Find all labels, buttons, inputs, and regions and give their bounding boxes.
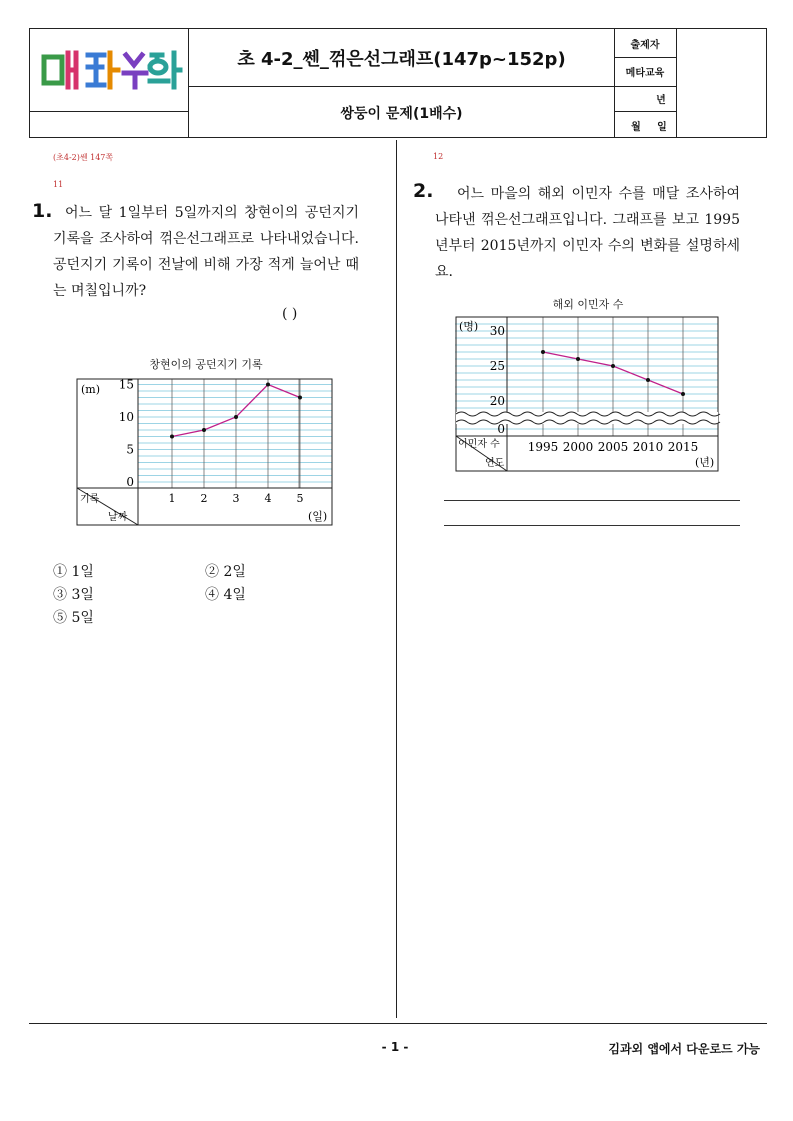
- q1-source: (초4-2)쎈 147쪽: [53, 153, 114, 162]
- chart2-ytick: 25: [489, 359, 505, 373]
- chart2-title: 해외 이민자 수: [552, 298, 624, 311]
- year-label: 년: [656, 95, 666, 106]
- chart2-corner-bottom: 연도: [485, 458, 505, 469]
- chart2-point: [646, 378, 650, 382]
- column-divider: [396, 140, 397, 1018]
- q2-answer-line-1[interactable]: [444, 500, 740, 501]
- q1-id: 11: [53, 180, 64, 189]
- q1-choice-4[interactable]: ④ 4일: [205, 587, 246, 603]
- q1-choice-3[interactable]: ③ 3일: [53, 587, 94, 603]
- q1-choice-1[interactable]: ① 1일: [53, 564, 94, 580]
- page-number: - 1 -: [381, 1040, 409, 1054]
- page-title: 초 4-2_쎈_꺾은선그래프(147p~152p): [237, 49, 566, 70]
- month-label: 월: [631, 121, 641, 133]
- page-subtitle: 쌍둥이 문제(1배수): [340, 106, 463, 122]
- chart2-point: [681, 392, 685, 396]
- chart2: [455, 316, 721, 474]
- chart1-corner-top: 기록: [80, 494, 100, 505]
- chart1-xtick: 5: [296, 492, 304, 505]
- chart1-point: [170, 435, 174, 439]
- chart2-ytick: 30: [489, 324, 505, 338]
- day-label: 일: [657, 121, 667, 133]
- chart2-xtick: 2000: [562, 440, 594, 454]
- chart1-point: [298, 396, 302, 400]
- chart1-point: [234, 415, 238, 419]
- chart1-xtick: 1: [168, 492, 176, 505]
- chart2-yunit: (명): [459, 320, 479, 333]
- author-value: 메타교육: [625, 68, 665, 79]
- q1-choice-5[interactable]: ⑤ 5일: [53, 610, 94, 626]
- chart1-ytick: 5: [126, 442, 134, 457]
- chart2-corner-top: 이민자 수: [458, 439, 500, 450]
- footer-note: 김과외 앱에서 다운로드 가능: [608, 1042, 760, 1056]
- chart1-ytick: 0: [126, 475, 134, 489]
- chart2-ytick: 20: [489, 394, 505, 408]
- chart1-xtick: 2: [200, 492, 208, 505]
- q1-choice-2[interactable]: ② 2일: [205, 564, 246, 580]
- chart2-xtick: 2015: [667, 440, 699, 454]
- q2-text: 어느 마을의 해외 이민자 수를 매달 조사하여 나타낸 꺾은선그래프입니다. 그래프를 보고 1995년부터 2015년까지 이민자 수의 변화를 설명하세요.: [435, 186, 740, 280]
- chart1-corner-bottom: 날짜: [108, 512, 128, 523]
- q1-number: 1.: [32, 200, 53, 222]
- q2-number: 2.: [413, 180, 434, 202]
- chart1-ytick: 15: [118, 378, 134, 392]
- chart1: [76, 378, 336, 528]
- chart1-xtick: 4: [264, 492, 272, 505]
- chart1-point: [266, 383, 270, 387]
- q1-text: 어느 달 1일부터 5일까지의 창현이의 공던지기 기록을 조사하여 꺾은선그래프로 나타내었습니다. 공던지기 기록이 전날에 비해 가장 적게 늘어난 때는 며칠입니까?: [53, 205, 359, 299]
- chart2-ytick: 0: [497, 422, 505, 436]
- footer-rule: [29, 1023, 767, 1024]
- author-label: 출제자: [630, 39, 660, 51]
- chart1-ytick: 10: [118, 410, 134, 424]
- chart2-xtick: 2010: [632, 440, 664, 454]
- meta-math-logo: [38, 45, 188, 95]
- chart2-point: [576, 357, 580, 361]
- chart1-point: [202, 428, 206, 432]
- q2-id: 12: [433, 152, 444, 161]
- q1-answer-blank[interactable]: ( ): [282, 306, 298, 322]
- chart1-xunit: (일): [308, 510, 328, 523]
- chart1-title: 창현이의 공던지기 기록: [149, 358, 263, 371]
- q2-answer-line-2[interactable]: [444, 525, 740, 526]
- chart2-xtick: 2005: [597, 440, 629, 454]
- chart1-yunit: (m): [81, 383, 101, 396]
- chart2-xtick: 1995: [527, 440, 559, 454]
- chart2-point: [541, 350, 545, 354]
- chart2-xunit: (년): [695, 456, 715, 469]
- header-table: [29, 28, 767, 138]
- chart2-point: [611, 364, 615, 368]
- chart1-xtick: 3: [232, 492, 240, 505]
